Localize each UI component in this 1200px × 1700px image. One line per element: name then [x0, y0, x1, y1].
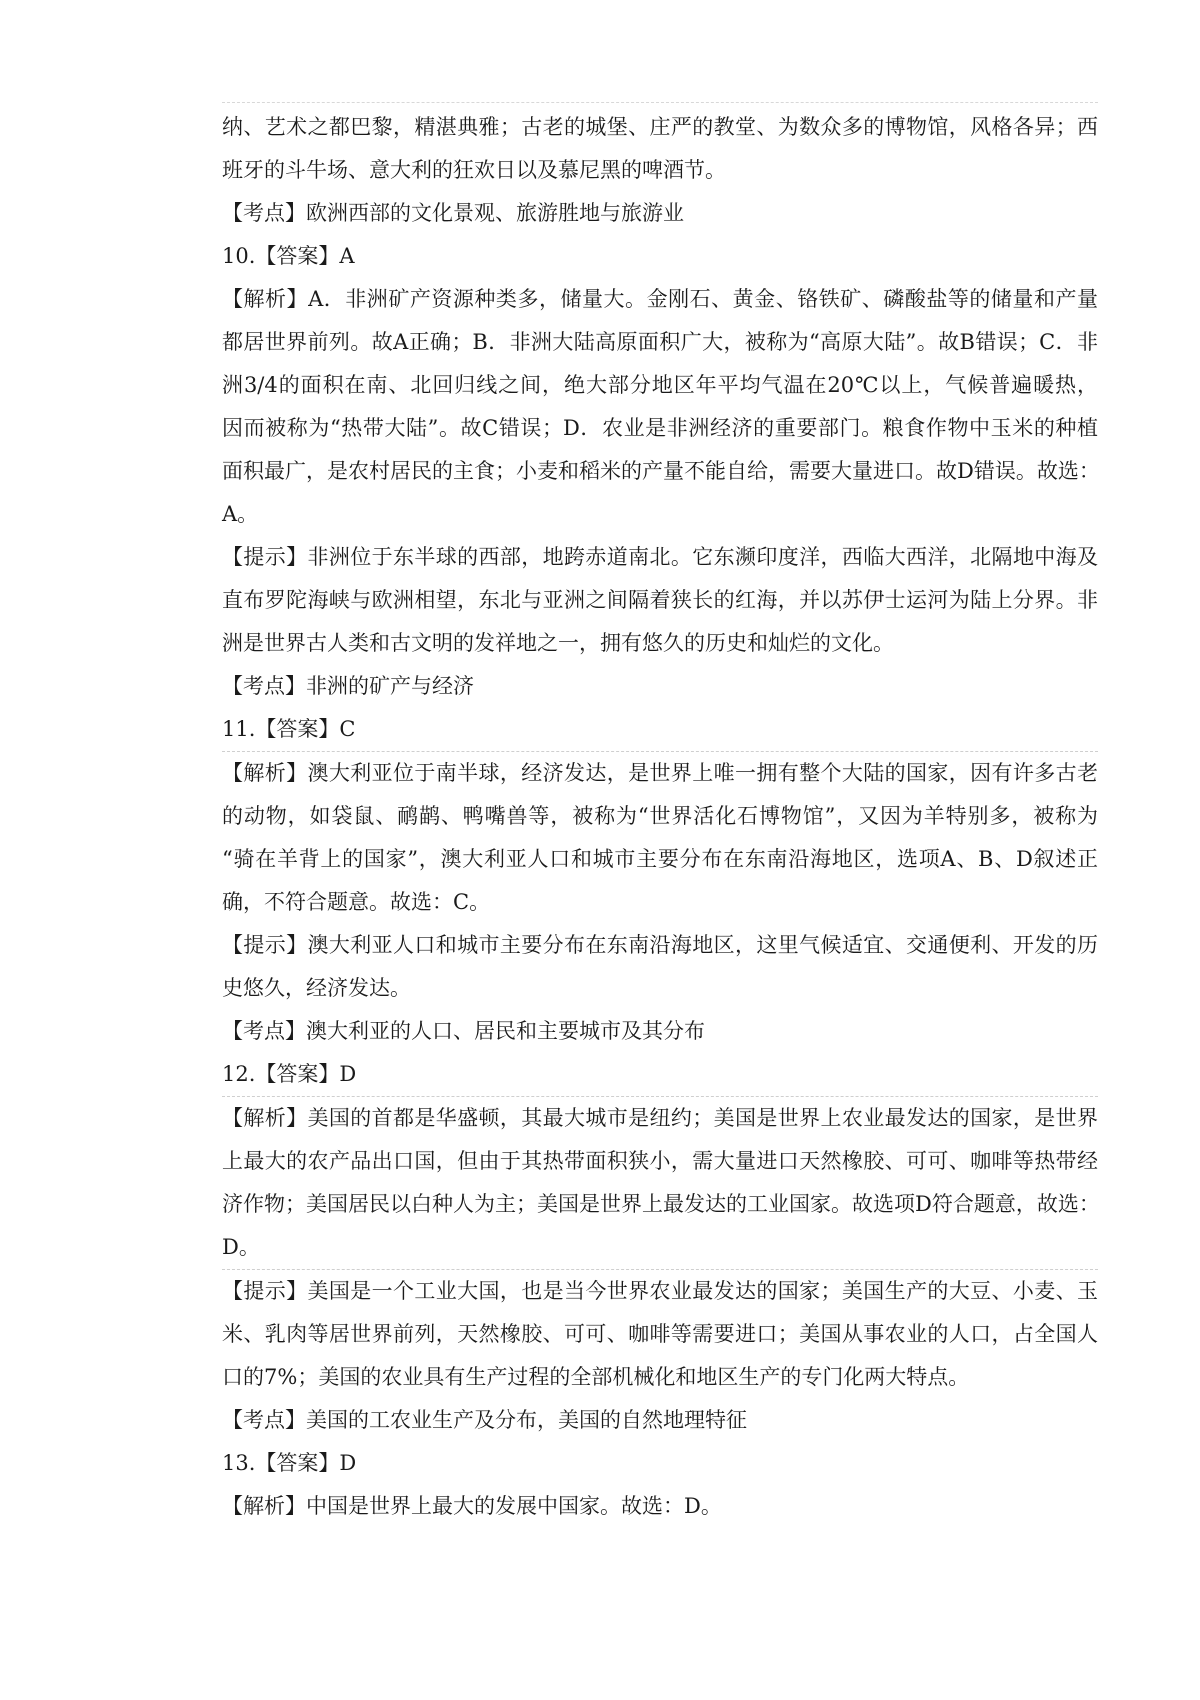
paragraph: [222, 1097, 1098, 1270]
text-line-block: [222, 1399, 1098, 1442]
text-line: 的动物，如袋鼠、鸸鹋、鸭嘴兽等，被称为“世界活化石博物馆”，又因为羊特别多，被称为: [222, 804, 1098, 828]
text-line: 史悠久，经济发达。: [222, 976, 411, 1000]
text-line: 班牙的斗牛场、意大利的狂欢日以及慕尼黑的啤酒节。: [222, 158, 726, 182]
text-line: 13.【答案】D: [222, 1451, 357, 1475]
text-line: 洲3/4的面积在南、北回归线之间，绝大部分地区年平均气温在20℃以上，气候普遍暖热，: [222, 373, 1098, 397]
text-line: 【考点】澳大利亚的人口、居民和主要城市及其分布: [222, 1019, 705, 1043]
text-line: 【考点】美国的工农业生产及分布，美国的自然地理特征: [222, 1408, 747, 1432]
text-line: 【解析】美国的首都是华盛顿，其最大城市是纽约；美国是世界上农业最发达的国家，是世界: [222, 1106, 1098, 1130]
text-line: 直布罗陀海峡与欧洲相望，东北与亚洲之间隔着狭长的红海，并以苏伊士运河为陆上分界。非: [222, 588, 1098, 612]
text-line: “骑在羊背上的国家”，澳大利亚人口和城市主要分布在东南沿海地区，选项A、B、D叙述正: [222, 847, 1098, 871]
text-line: 【解析】中国是世界上最大的发展中国家。故选：D。: [222, 1494, 722, 1518]
text-line-block: [222, 1053, 1098, 1097]
paragraph: [222, 752, 1098, 924]
text-line: 【解析】澳大利亚位于南半球，经济发达，是世界上唯一拥有整个大陆的国家，因有许多古老: [222, 761, 1098, 785]
text-line: 因而被称为“热带大陆”。故C错误；D．农业是非洲经济的重要部门。粮食作物中玉米的种植: [222, 416, 1098, 440]
text-line: 【提示】美国是一个工业大国，也是当今世界农业最发达的国家；美国生产的大豆、小麦、玉: [222, 1279, 1098, 1303]
text-line: 【解析】A．非洲矿产资源种类多，储量大。金刚石、黄金、铬铁矿、磷酸盐等的储量和产量: [222, 287, 1098, 311]
text-line: 10.【答案】A: [222, 244, 355, 268]
text-line: 【提示】非洲位于东半球的西部，地跨赤道南北。它东濒印度洋，西临大西洋，北隔地中海及: [222, 545, 1098, 569]
text-line: 济作物；美国居民以白种人为主；美国是世界上最发达的工业国家。故选项D符合题意，故选：: [222, 1192, 1100, 1216]
text-line: 【提示】澳大利亚人口和城市主要分布在东南沿海地区，这里气候适宜、交通便利、开发的历: [222, 933, 1098, 957]
text-line: A。: [222, 502, 259, 526]
text-line-block: [222, 1442, 1098, 1485]
text-line: D。: [222, 1226, 1098, 1270]
text-line: 口的7%；美国的农业具有生产过程的全部机械化和地区生产的专门化两大特点。: [222, 1365, 970, 1389]
top-dashed-rule: [222, 102, 1098, 103]
text-line: 11.【答案】C: [222, 708, 1098, 752]
text-line-block: [222, 1010, 1098, 1053]
paragraph: [222, 924, 1098, 1010]
text-line-block: [222, 192, 1098, 235]
document-page: [222, 106, 1098, 1528]
paragraph: [222, 1270, 1098, 1399]
text-line: 12.【答案】D: [222, 1053, 1098, 1097]
paragraph: [222, 106, 1098, 192]
text-line-block: [222, 1485, 1098, 1528]
text-line: 都居世界前列。故A正确；B．非洲大陆高原面积广大，被称为“高原大陆”。故B错误；C．非: [222, 330, 1098, 354]
text-line: 【考点】欧洲西部的文化景观、旅游胜地与旅游业: [222, 201, 684, 225]
text-line: 洲是世界古人类和古文明的发祥地之一，拥有悠久的历史和灿烂的文化。: [222, 631, 894, 655]
text-line: 纳、艺术之都巴黎，精湛典雅；古老的城堡、庄严的教堂、为数众多的博物馆，风格各异；西: [222, 115, 1098, 139]
text-line: 米、乳肉等居世界前列，天然橡胶、可可、咖啡等需要进口；美国从事农业的人口，占全国人: [222, 1322, 1098, 1346]
text-line-block: [222, 665, 1098, 708]
paragraph: [222, 278, 1098, 536]
text-line-block: [222, 235, 1098, 278]
text-line: 面积最广，是农村居民的主食；小麦和稻米的产量不能自给，需要大量进口。故D错误。故选：: [222, 459, 1100, 483]
text-line: 上最大的农产品出口国，但由于其热带面积狭小，需大量进口天然橡胶、可可、咖啡等热带经: [222, 1149, 1098, 1173]
text-line: 确，不符合题意。故选：C。: [222, 890, 491, 914]
text-line-block: [222, 708, 1098, 752]
paragraph: [222, 536, 1098, 665]
text-line: 【考点】非洲的矿产与经济: [222, 674, 474, 698]
